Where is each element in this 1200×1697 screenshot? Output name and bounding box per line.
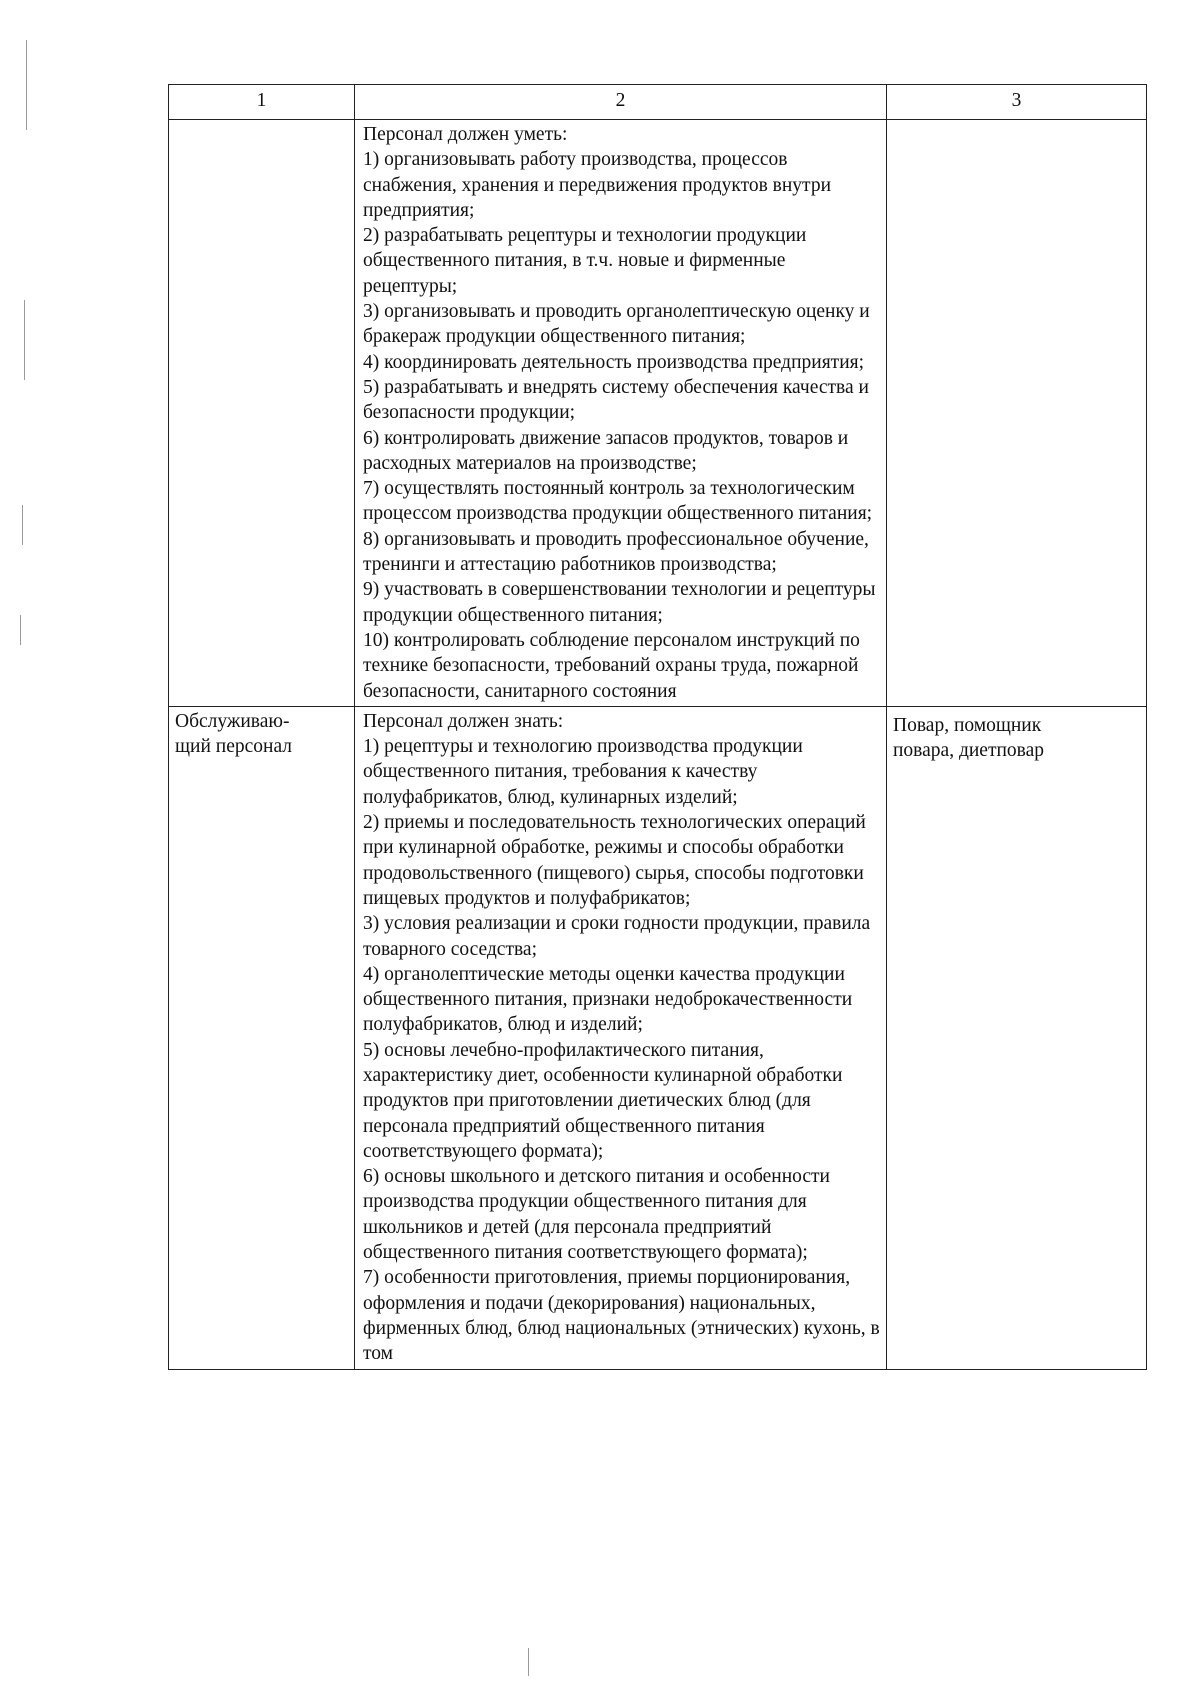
table-row — [169, 706, 1147, 1369]
header-col-1: 1 — [169, 85, 355, 120]
role-cell — [169, 706, 355, 1369]
requirements-table — [168, 84, 1147, 1370]
scan-artifact-line — [20, 615, 21, 645]
scan-artifact-line — [22, 505, 23, 545]
table-header-row — [169, 85, 1147, 120]
role-cell — [169, 120, 355, 707]
knowledge-text: Персонал должен знать: 1) рецептуры и технологию производства продукции общественного питания, требования к качеству полуфабрикатов, блюд, кулинарных изделий; 2) приемы и последовательность технологических операций при кулинарной обработке, режимы и способы обработки продовольственного (пищевого) сырья, способы подготовки пищевых продуктов и полуфабрикатов; 3) условия реализации и сроки годности продукции, правила товарного соседства; 4) органолептические методы оценки качества продукции общественного питания, признаки недоброкачественности полуфабрикатов, блюд и изделий; 5) основы лечебно-профилактического питания, характеристику диет, особенности кулинарной обработки продуктов при приготовлении диетических блюд (для персонала предприятий общественного питания соответствующего формата); 6) основы школьного и детского питания и особенности производства продукции общественного питания для школьников и детей (для персонала предприятий общественного питания соответствующего формата); 7) особенности приготовления, приемы порционирования, оформления и подачи (декорирования) национальных, фирменных блюд, блюд национальных (этнических) кухонь, в том — [363, 710, 880, 1365]
role-text: Обслуживаю- щий персонал — [175, 710, 292, 758]
positions-text: Повар, помощник повара, диетповар — [893, 714, 1045, 762]
positions-cell — [887, 120, 1147, 707]
knowledge-cell — [355, 706, 887, 1369]
skills-text: Персонал должен уметь: 1) организовывать работу производства, процессов снабжения, хранения и передвижения продуктов внутри предприятия; 2) разрабатывать рецептуры и технологии продукции общественного питания, в т.ч. новые и фирменные рецептуры; 3) организовывать и проводить органолептическую оценку и бракераж продукции общественного питания; 4) координировать деятельность производства предприятия; 5) разрабатывать и внедрять систему обеспечения качества и безопасности продукции; 6) контролировать движение запасов продуктов, товаров и расходных материалов на производстве; 7) осуществлять постоянный контроль за технологическим процессом производства продукции общественного питания; 8) организовывать и проводить профессиональное обучение, тренинги и аттестацию работников производства; 9) участвовать в совершенствовании технологии и рецептуры продукции общественного питания; 10) контролировать соблюдение персоналом инструкций по технике безопасности, требований охраны труда, пожарной безопасности, санитарного состояния — [363, 124, 876, 702]
scan-artifact-line — [528, 1648, 529, 1676]
skills-cell — [355, 120, 887, 707]
scan-artifact-line — [26, 40, 27, 130]
table-row — [169, 120, 1147, 707]
scan-artifact-line — [24, 300, 25, 380]
header-col-2: 2 — [355, 85, 887, 120]
header-col-3: 3 — [887, 85, 1147, 120]
positions-cell — [887, 706, 1147, 1369]
